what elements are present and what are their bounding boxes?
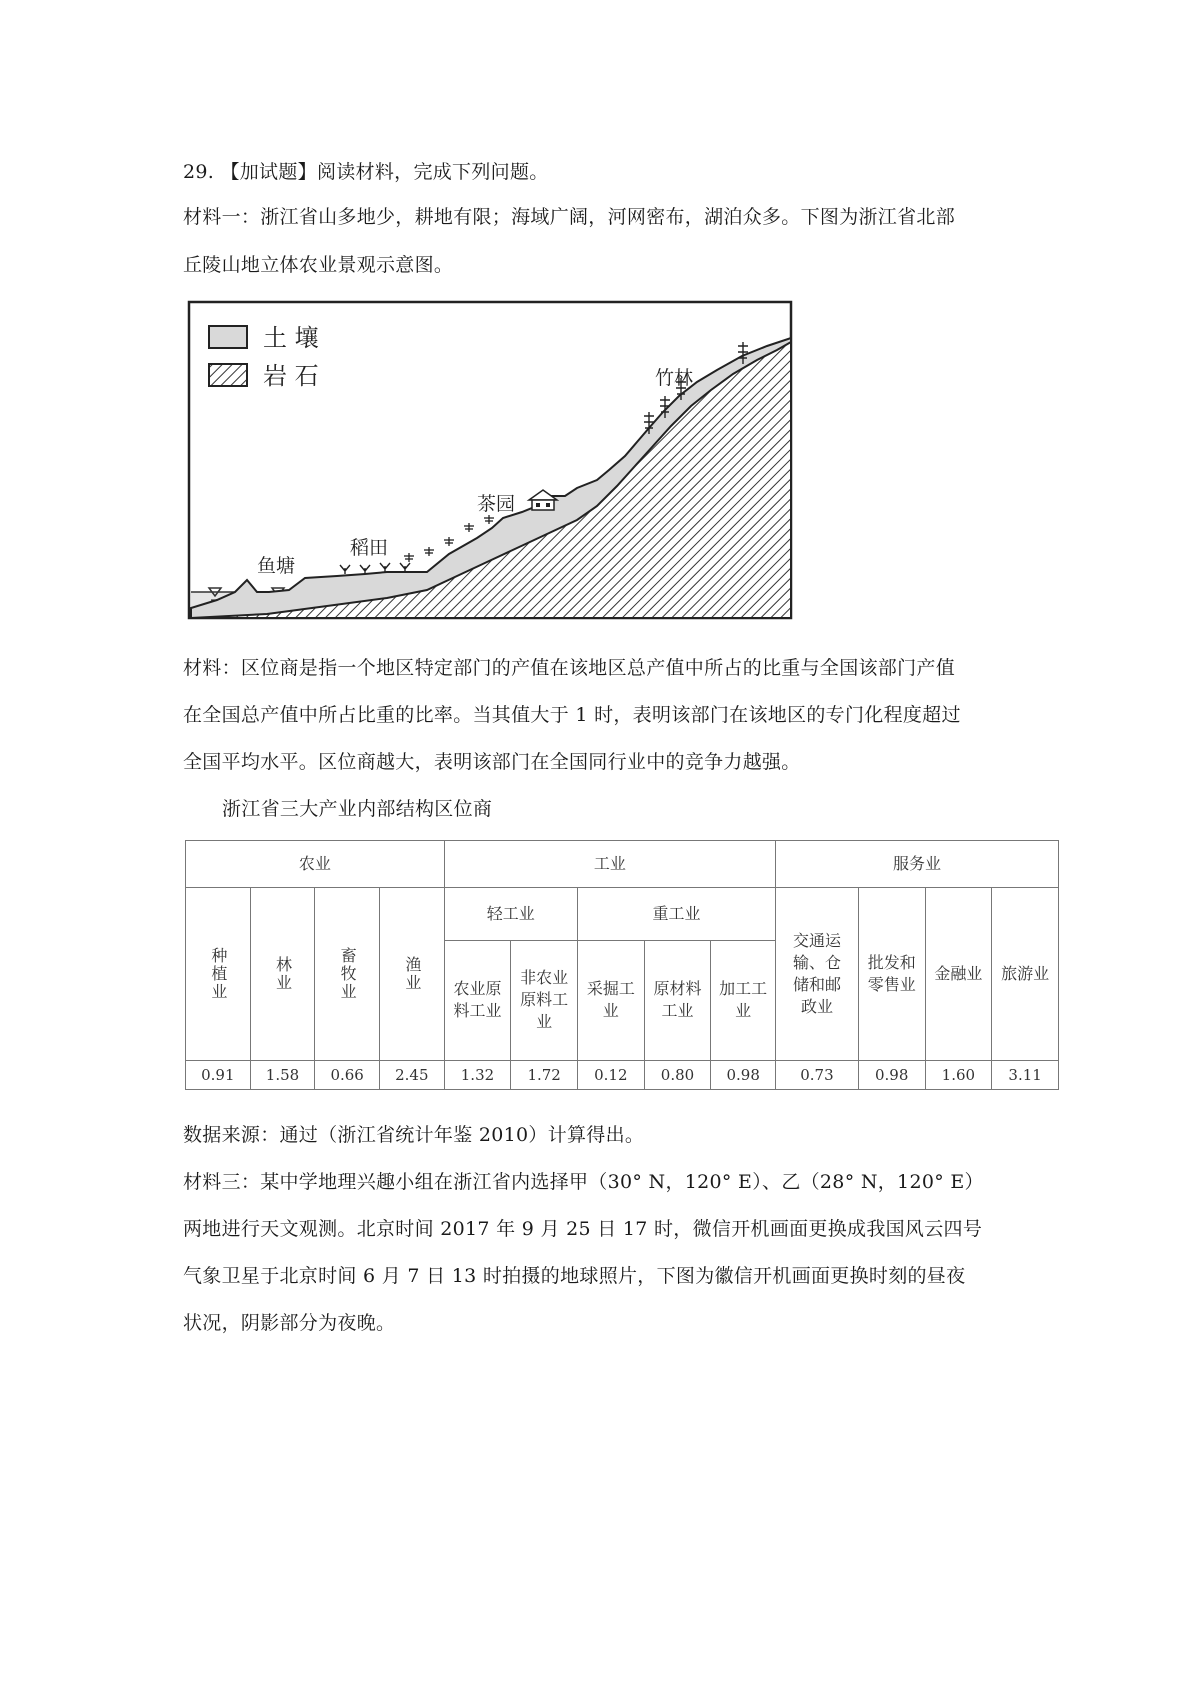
col-livestock: 畜牧业 xyxy=(315,887,380,1060)
material2-line3: 全国平均水平。区位商越大，表明该部门在全国同行业中的竞争力越强。 xyxy=(183,751,801,773)
value-cell: 1.58 xyxy=(250,1060,315,1089)
material2-line2: 在全国总产值中所占比重的比率。当其值大于 1 时，表明该部门在该地区的专门化程度超过 xyxy=(183,704,961,726)
material3-line2: 两地进行天文观测。北京时间 2017 年 9 月 25 日 17 时，微信开机画面更换成我国风云四号 xyxy=(183,1218,983,1240)
value-cell: 1.72 xyxy=(511,1060,578,1089)
col-finance: 金融业 xyxy=(925,887,992,1060)
value-cell: 0.98 xyxy=(711,1060,776,1089)
material3-line4: 状况，阴影部分为夜晚。 xyxy=(183,1312,396,1334)
value-cell: 2.45 xyxy=(379,1060,444,1089)
legend-rock-label: 岩 石 xyxy=(263,362,319,390)
col-tourism: 旅游业 xyxy=(992,887,1059,1060)
data-source: 数据来源：通过（浙江省统计年鉴 2010）计算得出。 xyxy=(183,1124,645,1146)
material1-line1: 材料一：浙江省山多地少，耕地有限；海域广阔，河网密布，湖泊众多。下图为浙江省北部 xyxy=(183,206,956,228)
legend-rock-swatch xyxy=(209,364,247,386)
table-caption: 浙江省三大产业内部结构区位商 xyxy=(222,798,493,820)
col-mining-industry: 采掘工业 xyxy=(577,940,644,1060)
value-cell: 0.73 xyxy=(776,1060,859,1089)
landscape-diagram xyxy=(187,300,793,620)
label-tea: 茶园 xyxy=(477,493,516,515)
label-fishpond: 鱼塘 xyxy=(257,555,296,577)
value-cell: 0.66 xyxy=(315,1060,380,1089)
subgroup-light-industry: 轻工业 xyxy=(444,887,577,940)
value-cell: 0.91 xyxy=(186,1060,251,1089)
group-industry: 工业 xyxy=(444,841,775,888)
material3-line1: 材料三：某中学地理兴趣小组在浙江省内选择甲（30° N，120° E）、乙（28° N，120° E） xyxy=(183,1171,984,1193)
col-raw-material-industry: 原材料工业 xyxy=(644,940,711,1060)
value-cell: 0.12 xyxy=(577,1060,644,1089)
col-fishery: 渔业 xyxy=(379,887,444,1060)
col-nonagri-raw-industry: 非农业原料工业 xyxy=(511,940,578,1060)
legend-soil-label: 土 壤 xyxy=(263,324,319,352)
col-planting: 种植业 xyxy=(186,887,251,1060)
landscape-figure xyxy=(187,300,793,620)
value-cell: 1.32 xyxy=(444,1060,511,1089)
material3-line3: 气象卫星于北京时间 6 月 7 日 13 时拍摄的地球照片，下图为徽信开机画面更换时刻的昼夜 xyxy=(183,1265,966,1287)
value-cell: 1.60 xyxy=(925,1060,992,1089)
col-transport: 交通运输、仓储和邮政业 xyxy=(776,887,859,1060)
label-rice: 稻田 xyxy=(350,537,389,559)
col-wholesale: 批发和零售业 xyxy=(858,887,925,1060)
group-services: 服务业 xyxy=(776,841,1059,888)
label-bamboo: 竹林 xyxy=(655,367,694,389)
question-title: 29. 【加试题】阅读材料，完成下列问题。 xyxy=(183,161,549,183)
material2-line1: 材料：区位商是指一个地区特定部门的产值在该地区总产值中所占的比重与全国该部门产值 xyxy=(183,657,956,679)
col-agri-raw-industry: 农业原料工业 xyxy=(444,940,511,1060)
legend-soil-swatch xyxy=(209,326,247,348)
col-forestry: 林业 xyxy=(250,887,315,1060)
col-processing-industry: 加工工业 xyxy=(711,940,776,1060)
value-cell: 0.80 xyxy=(644,1060,711,1089)
value-cell: 0.98 xyxy=(858,1060,925,1089)
value-cell: 3.11 xyxy=(992,1060,1059,1089)
group-agriculture: 农业 xyxy=(186,841,445,888)
location-quotient-table xyxy=(185,840,1059,1090)
subgroup-heavy-industry: 重工业 xyxy=(577,887,775,940)
material1-line2: 丘陵山地立体农业景观示意图。 xyxy=(183,254,454,276)
